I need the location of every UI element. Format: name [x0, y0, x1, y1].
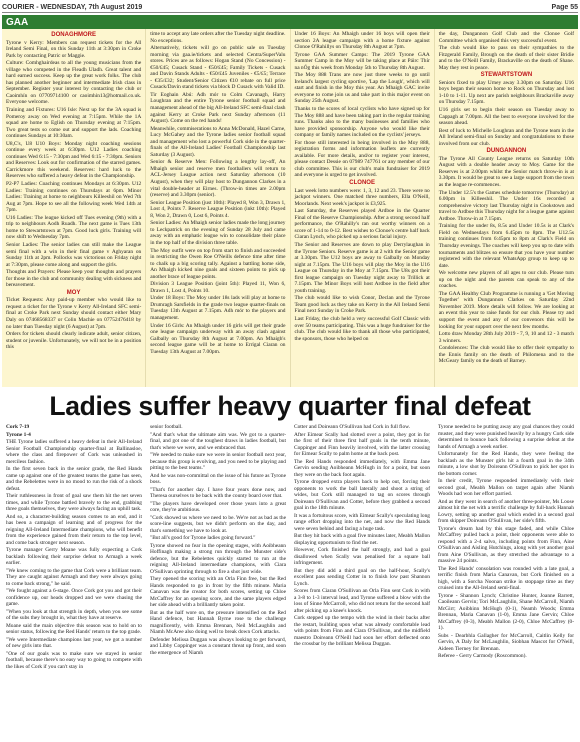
article-paragraph: And so, a character-building season comes to an end, and it has been a campaign of learning and of progress for the reigning All-Ireland Intermediate champions, who will benefit from the experience gained from their return to the top level, and come back stronger next season.	[6, 513, 142, 546]
article-paragraph: Unfortunately for the Red Hands, they were feeling the backlash as the Munster girls hit a fourth goal in the 34th minute, a low shot by Doireann O'Sullivan to pick her spot in the bottom corner.	[438, 451, 574, 477]
masthead-rule	[2, 12, 578, 13]
club-heading: STEWARTSTOWN	[480, 72, 533, 79]
club-heading: DONAGHMORE	[51, 32, 96, 38]
article-paragraph: But they hit back with a goal five minutes later, Meabh Mallon displaying opportunism to find the net.	[294, 533, 430, 546]
article-paragraph: Scores from Ciaran O'Sullivan an Orla Finn sent Cork in with a 3-8 to 1-3 interval lead, and Tyrone suffered a blow with the loss of Sinne McCarroll, who did not return for the second half after picking up a knee's knock.	[294, 588, 430, 614]
club-paragraph: Alternatively, tickets will go on public sale on Tuesday morning via gaa.ie/tickets and selected Centra/SuperValu stores. Prices are as follows: Hogan Stand (No Concession) - €50/£45; Cusack Stand - €50/£45; Family Tickets - Cusack and Davin Stands Adults - €50/£45 Juveniles - €5/£5; Terrace - €35/£32; Student/Senior Citizen €10 rebate on full price Cusack/Davin stand tickets via block D Cusack with Valid ID.	[150, 45, 286, 91]
club-paragraph: The club would like to wish Conor, Declan and the Tyrone Team good luck as they take on Kerry in the All Ireland Semi Final next Sunday in Croke Park.	[294, 295, 430, 315]
article-paragraph: It was a fortuitous score, with Eimear Scally's speculating long range effort dropping into the net, and now the Red Hands were seven behind and facing a huge task.	[294, 512, 430, 532]
club-paragraph: Culture: Comhghairdeas to all the young musicians from the village who competed in the Fleadh Uladh. Great talent and hard earned success. Keep up the great work folks. The club has planned another beginner and intermediate Irish class in September. Register your interest by contacting the club or Caoimhín on 07709714100 or caoimhin13@hotmail.co.uk. Everyone welcome.	[6, 60, 142, 106]
club-paragraph: We welcome new players of all ages to our club. Please turn up on the night and the parents can speak to any of the coaches.	[438, 270, 574, 290]
article-paragraph: The Red Hands' consolation was rounded with a late goal, a terrific finish from Maria Canavan, but Cork finished on a high, with a Sorcha Noonan strike in stoppage time as they cruised into the All-Ireland semi-final.	[438, 565, 574, 591]
article-paragraph: "The players have developed over those years into a great core, they're ambitious.	[150, 500, 286, 513]
score-line: Tyrone 1-4	[6, 431, 31, 438]
article-paragraph: Subs - Dearbhla Gallagher for McCarroll, Caitlin Kelly for Gervin, A Daly for McLaughlin, Siobhan Mascot for O'Neill, Aideen Tierney for Brennan.	[438, 632, 574, 652]
match-report	[2, 424, 578, 742]
club-paragraph: Tyrone v Kerry: Members can request tickets for the All Ireland Semi Final, on this Sunday 11th at 3:30pm in Croke Park by contacting Patric or Maggie.	[6, 39, 142, 59]
club-paragraph: Under 18 Boys: The Moy under 18s lads will play at home to Drumragh Sarsfields in the grade two league quarter-finals on Tuesday 13th August at 7.15pm. Adh mór to the players and management.	[150, 295, 286, 321]
article-paragraph: They opened the scoring with an Orla Finn free, but the Red Hands responded to go in front by the fifth minute. Maria Canavan was the creator for both scores, setting up Chloe McCaffrey for an opening score, and the same players edged her side ahead with a brilliantly taken point.	[150, 576, 286, 608]
club-notes-block	[2, 29, 578, 387]
club-heading: MOY	[66, 289, 81, 296]
page-number: Page 55	[551, 4, 578, 11]
article-column	[2, 424, 146, 742]
club-paragraph: The Senior and Reserves are down to play Derrylaughan in the Tyrone Seniors. Reserve game is at 2 with the Senior game at 3.30pm. The U12 boys are away to Galbally on Monday night at 7.15pm. The U16 boys will play the Moy in the U16 League on Thursday in the Moy at 7.15pm. The U8s got their first league campaign on Tuesday night away to Trillick at 7.15pm. The Minor Boys will host Ardboe in the field after youth training.	[294, 241, 430, 294]
article-paragraph: Cork stepped up the tempo with the wind in their backs after the restart, building upon what was already comfortable lead with points from Finn and Ciara O'Sullivan, and the midfield maestro Doireann O'Neill had soon her effort deflected onto the crossbar by the brilliant Melissa Duggan.	[294, 615, 430, 647]
article-column	[290, 424, 434, 742]
club-notes-column	[290, 29, 434, 387]
club-paragraph: Under 16 Boys: An Mhaigh under 16 boys will open their section 2A league campaign with a home fixture against Clonoe O'Rahillys on Thursday 8th August at 7pm.	[294, 31, 430, 51]
article-paragraph: "That's for another day. I have four years done now, and Theresa ourselves to be back with the county board over that.	[150, 486, 286, 499]
article-paragraph: Their ruthlessness in front of goal saw them hit the net seven times, and while Tyrone battled bravely to the end, grabbing three goals themselves, they were always facing an uphill task.	[6, 493, 142, 512]
article-paragraph: In their credit, Tyrone responded immediately with their second goal, Meabh Mallon on target again after Niamh Woods had won her effort parried.	[438, 478, 574, 497]
club-paragraph: Condolences: The club would like to offer their sympathy to the Ennis family on the death of Philomena and to the McGeary family on the death of Barney.	[438, 345, 574, 365]
club-paragraph: The GAA Healthy Club Programme is running a 'Get Moving Together' with Dungannon Clarkes on Saturday 22nd November 2019. More details will follow. We are looking at an event this year to raise funds for our club. Please try and support the event and any of our convenors this will be looking for your support over the next few months.	[438, 290, 574, 330]
club-paragraph: The Moy outfit were on top from start to finish and succeeded in restricting the Owen Roe O'Neills defence time after time to chalk up a big scoring tally. Against a battling home side, An Mhaigh kicked nine goals and sixteen points to pick up another brace of league points.	[150, 247, 286, 280]
article-paragraph: After Eimear Scally had slotted over a point, they got in for the first of their three first half goals in the tenth minute, Coppinger and Finn heavily involved, with the latter crossing for Eimear Scally to palm home at the back post.	[294, 431, 430, 457]
article-paragraph: "We needed to make sure we were in senior football next year, because this group is evolving, and you need to be playing and pitting to the best teams."	[150, 452, 286, 471]
club-paragraph: Training for the under 8s, 8.5s and Under 10.5s is at Clark's Field on Wednesdays from 6.45pm to 8pm. The U12.5s training continues from 6:45pm to 8pm at Clark's Field on Thursday evenings. The coaches will keep you up to date with tournaments and blitzes so ensure that you have your number registered with the relevant WhatsApp group to keep up to date.	[438, 223, 574, 269]
club-paragraph: Senior League Position (just 10th): Played 8, Won 3, Drawn 1, Lost 4, Points 7. Reserve League Position (inkt 10th): Played 8, Won 2, Drawn 0, Lost 6, Points 4.	[150, 199, 286, 219]
club-paragraph: the day, Dungannon Golf Club and the Clonoe Golf Committee which organised this very successful event.	[438, 31, 574, 44]
club-notes-columns	[2, 29, 578, 387]
club-paragraph: Last week lotto numbers were: 1, 3, 12 and 23. There were no jackpot winners. One matched three numbers, Ella O'Neill, Moorlands. Next week's jackpot is £3,925.	[294, 187, 430, 207]
article-paragraph: Defender Melissa Duggan was always looking to get forward, and Libby Coppinger was a constant threat up front, and soon the emergence of Niamh	[150, 636, 286, 656]
article-paragraph: Tyrone dropped extra players back to help out, forcing their opponents to work the ball laterally and shoot a string of wides, but Cork still managed to tag on scores through Doireann O'Sullivan and Cotter, before they grabbed a second goal in the 18th minute.	[294, 479, 430, 511]
club-paragraph: Best of luck to Michelle Loughran and the Tyrone team in the All Ireland semi-final on Sunday and congratulations to those involved from our club.	[438, 127, 574, 147]
article-paragraph: "We were Intermediate champions last year, we got a number of new girls into that.	[6, 636, 142, 649]
club-paragraph: The Tyrone All County League returns on Saturday 10th August with a double header away to Moy. Game for the Reserves is at 2.00pm whilst the Senior match throw-in is at 3.30pm. It would be great to see a large support from the town as the league re-commences.	[438, 155, 574, 189]
article-paragraph: Tyrone needed to be putting away any goal chances they could muster, and they were punished heavily by a hungry Cork side determined to bounce back following a surprise defeat at the hands of Armagh a week earlier.	[438, 424, 574, 450]
club-paragraph: U16 girls set to begin their season on Tuesday away to Cappagh at 7.00pm. All the best to everyone involved for the season ahead.	[438, 107, 574, 127]
article-paragraph: "When you look at that strength in depth, when you see some of the subs they brought in, what they have at reserve.	[6, 608, 142, 621]
article-paragraph: Tyrone manager Gerry Moane was fully expecting a Cork backlash following their surprise defeat to Armagh a week earlier.	[6, 547, 142, 566]
club-paragraph: Thoughts and Prayers: Please keep your thoughts and prayers for those in the club and community dealing with sickness and bereavement.	[6, 269, 142, 289]
article-paragraph: THE Tyrone ladies suffered a heavy defeat in their All-Ireland Senior Football Championship quarter-final at Ballinasloe, where the class and firepower of Cork was unleashed in merciless fashion.	[6, 439, 142, 465]
club-paragraph: Ticket Requests: Any paid-up member who would like to request a ticket for the Tyrone v Kerry All-Ireland SFC semi-final at Croke Park next Sunday should contact either Mary Daly on 07468568337 or Colin Machie on 07752476418 by no later than Tuesday night (6 August) at 7pm.	[6, 297, 142, 330]
article-paragraph: "We fought against a 6-stage. Once Cork got you and got their confidence up, our heads dropped and we were chasing the game.	[6, 588, 142, 607]
article-paragraph: Moane said the main objective this season was to hold on to senior status, following the Red Hands' return to the top grade.	[6, 622, 142, 635]
section-title: GAA	[6, 16, 29, 28]
article-paragraph: senior football.	[150, 424, 183, 430]
article-paragraph: "Cork showed us where we need to be. We're not as bad as the score-line suggests, but we didn't perform on the day, and that's something we have to look at.	[150, 514, 286, 534]
article-column	[146, 424, 290, 742]
club-paragraph: time to accept any late orders after the Tuesday night deadline. No exceptions.	[150, 31, 286, 44]
article-paragraph: "But all's good for Tyrone ladies going forward."	[150, 535, 256, 541]
club-notes-column	[2, 29, 145, 387]
score-line: Cork 7-19	[6, 424, 30, 430]
masthead-date: COURIER - WEDNESDAY, 7th August 2019	[2, 4, 143, 11]
club-notes-column	[434, 29, 578, 387]
club-paragraph: Meanwhile, commiserations to Anna McDonald, Hazel Carne, Lucy McGahey and the Tyrone ladies senior football squad and management who lost a powerful Cork side in the quarter-finals of the All-Ireland Ladies' Football Championship last Saturday (3 August).	[150, 125, 286, 158]
article-paragraph: Referee - Gerry Carmody (Roscommon).	[438, 653, 527, 659]
article-paragraph: "We knew coming to the game that Cork were a brilliant team. They are caught against Armagh and they were always going to come back strong," he said.	[6, 567, 142, 587]
article-column	[434, 424, 578, 742]
club-paragraph: Training and Fixtures: U16 Isle: Next up for the 3A squad is Pomeroy away on Wed evening at 7:15pm. While the 1A squad are home to Eglish on Thursday evening at 7:15pm. Two great tests so come out and support the lads. Coaching continues Sundays at 10:30am.	[6, 107, 142, 140]
club-paragraph: Senior Ladies: An Mhaigh senior ladies made the long journey to Leckpatrick on the evening of Sunday 28 July and came away with an emphatic league win to consolidate their place in the top half of the division three table.	[150, 220, 286, 246]
club-paragraph: Seniors fixed to play Urney away 3.30pm on Saturday. U16 boys began their season home to Rock on Thursday and lost 1-10 to 1-11. Up next are parish neighbours Brackaville away on Thursday 7.15pm.	[438, 79, 574, 106]
club-paragraph: Division 3 League Position (joint 5th): Played 11, Won 6, Drawn 1, Lost 4, Points 10.	[150, 281, 286, 294]
club-paragraph: P2-P7 Ladies: Coaching continues Mondays at 6:30pm. U12 Ladies: Training continues on Thursdays at 6pm. Minor Ladies: Training at home to neighbours Killeeshil on Wed 7th Aug at 7pm. Hope to see all the following week Wed 14th at 7pm.	[6, 181, 142, 214]
club-notes-column	[145, 29, 289, 387]
article-paragraph: However, Cork finished the half strongly, and had a goal disallowed when Scally was penalised for a square ball infringement.	[294, 547, 430, 566]
article-paragraph: And as they went in search of another three-pointer, Ms Loose almost hit the net with a terrific challenge by full-back Hannah Lowry, setting up another goal which ended in a second goal from skipper Doireann O'Sullivan, her side's fifth.	[438, 498, 574, 524]
article-paragraph: The Red Hands responded immediately, with Emma Jane Gervin sending Aoibheann McHugh in for a point, but soon they were on the back foot again.	[294, 458, 430, 478]
section-banner	[2, 15, 578, 29]
club-paragraph: U16 Ladies: The league kicked off Tues evening (9th) with a trip to neighbours Aodh Ruadh. The next game is Tues 13th home to Stewartstown at 7pm. Good luck girls. Training will now shift to Wednesday 7pm.	[6, 214, 142, 241]
masthead	[0, 1, 580, 11]
club-paragraph: Last Friday, the club held a very successful Golf Classic with over 50 teams participating. This was a huge fundraiser for the club. The club would like to thank all those who participated, the sponsors, those who helped on	[294, 315, 430, 342]
club-paragraph: The Moy 888 Trans are now just three weeks to go until Ireland's largest cycling sportive, 'Lap the Lough', which will start and finish in the Moy this year. An Mhaigh GAC invite everyone to come join us and take part in this major event on Sunday 25th August.	[294, 72, 430, 105]
club-heading: DUNGANNON	[486, 148, 527, 155]
club-paragraph: Last Saturday, the Reserves played Ardboe in the Quarter Final of the Reserve Championship. After a strong second half performance, the O'Rahilly's ran out worthy winners on a score of 1-14 to 0-12. Best wishes to Clonoe's centre half back Ciaran Lynch, who picked up a serious facial injury.	[294, 208, 430, 241]
article-paragraph: Tyrone - Shannon Lynch; Christine Hunter, Joanne Barrett, Caoileann Gervin; Tori McLaughlin, Shane McCarroll, Niamh McGirr; Aoibhinn McHugh (0-1), Neamh Woods; Emma Brennan, Maria Canavan (1-0), Emma Jane Gervin; Chloe McCaffrey (0-3), Meabh Mallon (2-0), Chloe McCaffrey (0-1).	[438, 592, 574, 631]
club-paragraph: Orders for tickets should clearly indicate adult, senior citizen, student or juvenile. Unfortunately, we will not be in a position this	[6, 331, 142, 351]
club-paragraph: The Under 12.5's the Games schedule tomorrow (Thursday) at 6.00pm in Killeeshil. The Under 16s recorded a comprehensive victory last Thursday night in Cookstown and travel to Ardboe this Thursday night for a league game against Ardboe. Throw-in at 7.15pm.	[438, 189, 574, 222]
newspaper-page	[0, 1, 580, 738]
club-heading: CLONOE	[349, 180, 375, 187]
article-paragraph: But as the half wore on, the pressure intensified on the Red Hand defence, but Hannah Byrne rose to the challenge magnificently, with Emma Brennan, Neil McLaughlin and Niamh McAree also doing well to break down Cork attacks.	[150, 609, 286, 635]
article-paragraph: Tyrone's dream had by this stage faded, and while Chloe McCaffrey pulled back a point, their opponents were able to respond with a 2-4 salvo, including points from Finn, Aine O'Sullivan and Aisling Hutchings, along with yet another goal from Aine O'Sullivan, as they stretched the advantage to a massive 24 points.	[438, 525, 574, 564]
article-paragraph: Cotter and Doireann O'Sullivan had Cork in full flow.	[294, 424, 411, 430]
club-paragraph: Senior & Reserve Men: Following a lengthy lay-off, An Mhaigh senior and reserve men footballers will return to ACL-Jersey League action next Saturday afternoon (10 August), when they will play host to Dungannon Clarkes in a vital double-header at Eirnes. (Throw-in times are 2.00pm (reserve) and 3.30pm (senior).	[150, 159, 286, 199]
article-paragraph: And he was non-committal on the issue of his future as Tyrone boss.	[150, 472, 286, 485]
club-paragraph: Thanks to the scores of local cyclists who have signed up for The Moy 888 and have been taking part in the regular training runs. Thanks also to the many businesses and families who have provided sponsorship. Anyone who would like their company or family names included on the cyclists' jerseys.	[294, 106, 430, 139]
club-paragraph: For those still interested in being involved in the Moy 888, registration forms and information leaflets are currently available. For more details, and/or to register your interest, please contact Dessie on 07989 747761 or any member of our club committee. This is our club's main fundraiser for 2019 and everyone is urged to get involved.	[294, 139, 430, 179]
club-paragraph: Senior Ladies: The senior ladies can still make the League semi final with a win in their final game v Aghyaran on Sunday 11th at 2pm. Pollocks was victorious on Friday night at 7:30pm, please come along and support the girls.	[6, 241, 142, 268]
article-paragraph: But they did add a third goal on the half-hour, Scally's excellent pass sending Cotter in to finish low past Shannon Lynch.	[294, 567, 430, 587]
headline: Ladies suffer heavy quarter final defeat	[49, 391, 531, 421]
club-paragraph: Under 16 Girls: An Mhaigh under 16 girls will get their grade one league campaign underway with an away clash against Galbally on Thursday 8th August at 7.00pm. An Mhaigh's second league game will be at home to Errigal Ciaran on Tuesday 13th August at 7.00pm.	[150, 322, 286, 355]
club-paragraph: Tyrone GAA Summer Camps: The 2019 Tyrone GAA Summer Camp in the Moy will be taking place at Páirc Thír na nÓg this week from Monday 5th to Thursday 8th August.	[294, 51, 430, 71]
article-paragraph: In the first seven back in the senior grade, the Red Hands came up against one of the greatest teams the game has seen, and the Rebelettes were in no mood to run the risk of a shock defeat.	[6, 466, 142, 492]
club-paragraph: The club would like to pass on their sympathies to the Fitzgerald Family, Brough on the death of their sister Bridie and to the O'Neill Family, Brackaville on the death of Shane. May they rest in peace.	[438, 45, 574, 71]
article-paragraph: Tyrone showed no fear in the opening stages, with Aoibheann Hoffinagh making a strong run through the Munster side's defence, but the Rebelettes quickly started to run at the reigning All-Ireland intermediate champions, with Ciara O'Sullivan sprinting through to fire a shot just wide.	[150, 542, 286, 575]
club-paragraph: Tir Eoghain Abú: Adh mór to Colm Cavanagh, Harry Loughran and the entire Tyrone senior football squad and management ahead of the big All-Ireland SFC semi-final clash against Kerry at Croke Park next Sunday afternoon (11 August). Come on the red hands!	[150, 91, 286, 125]
article-paragraph: "One of our goals was to make sure we stayed in senior football, because there's no easy way to going to compete with the likes of Cork if you can't stay in	[6, 650, 142, 670]
article-paragraph: "And that's what the ultimate aim was. We got to a quarter-final, and got one of the toughest draws in ladies football, but that's where we were, and we embraced that.	[150, 431, 286, 451]
club-paragraph: Lotto draw Monday 28th July 2019 - 7, 9, 10 and 12 - 3 match 3 winners.	[438, 331, 574, 344]
club-paragraph: U8,C's, U8 U10 Boys: Monday night coaching sessions continue every week at 6:30pm. U12 Ladies coaching continues Wed 6:15 - 7:30pm and Wed 6:15 - 7:30pm. Seniors and Reserves: Look out for confirmation of the starred games. Carrickmore this weekend. Reserves: hard luck to the Reserves who suffered a heavy defeat in the Championship.	[6, 140, 142, 180]
